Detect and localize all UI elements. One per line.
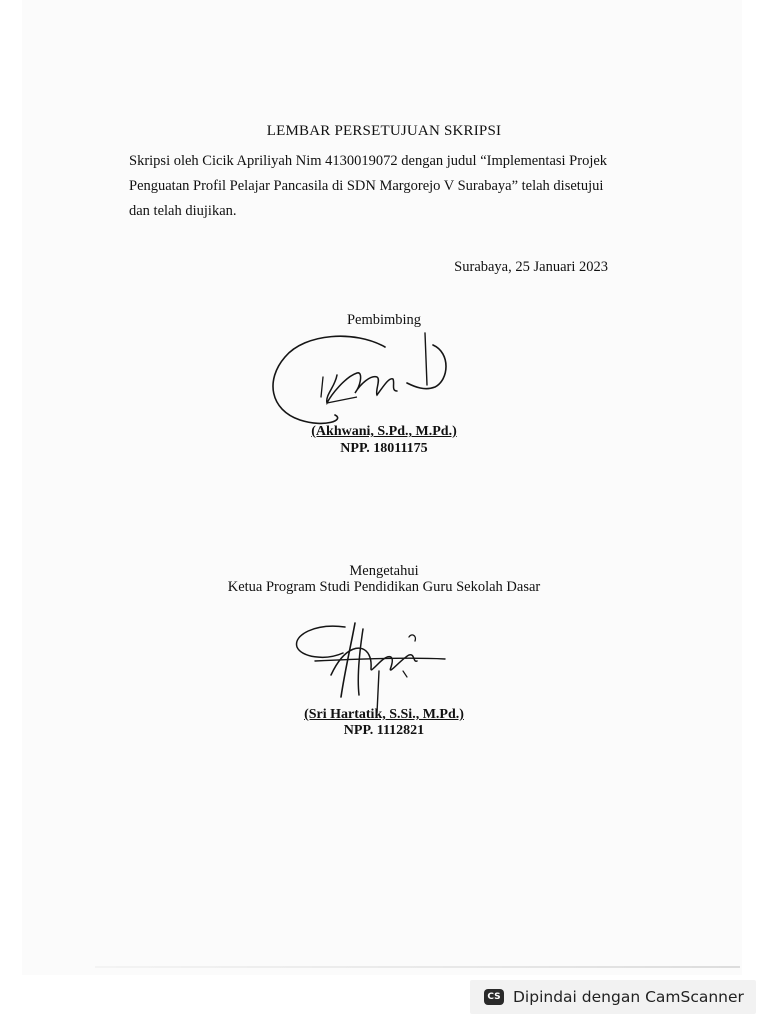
scan-bottom-edge xyxy=(95,966,740,968)
approver-label: Mengetahui xyxy=(349,563,419,579)
place-date: Surabaya, 25 Januari 2023 xyxy=(454,259,608,275)
paragraph-line: dan telah diujikan. xyxy=(129,203,237,219)
supervisor-signature-icon xyxy=(265,325,455,435)
paragraph-line: Skripsi oleh Cicik Apriliyah Nim 4130019072 dengan judul “Implementasi Projek xyxy=(129,153,608,169)
approver-npp: NPP. 1112821 xyxy=(343,723,425,738)
document-title: LEMBAR PERSETUJUAN SKRIPSI xyxy=(266,123,502,139)
supervisor-name: (Akhwani, S.Pd., M.Pd.) xyxy=(311,424,457,439)
approver-signature-icon xyxy=(285,615,450,715)
approval-paragraph xyxy=(129,149,629,224)
supervisor-label: Pembimbing xyxy=(346,312,422,328)
camscanner-logo-icon: CS xyxy=(484,989,504,1005)
approver-position: Ketua Program Studi Pendidikan Guru Sekolah Dasar xyxy=(227,579,541,595)
watermark-text: Dipindai dengan CamScanner xyxy=(513,988,744,1006)
paragraph-line: Penguatan Profil Pelajar Pancasila di SDN Margorejo V Surabaya” telah disetujui xyxy=(129,178,604,194)
camscanner-watermark xyxy=(470,980,756,1014)
scan-paper-area xyxy=(22,0,742,975)
supervisor-npp: NPP. 18011175 xyxy=(340,441,428,456)
approver-name: (Sri Hartatik, S.Si., M.Pd.) xyxy=(304,707,464,722)
